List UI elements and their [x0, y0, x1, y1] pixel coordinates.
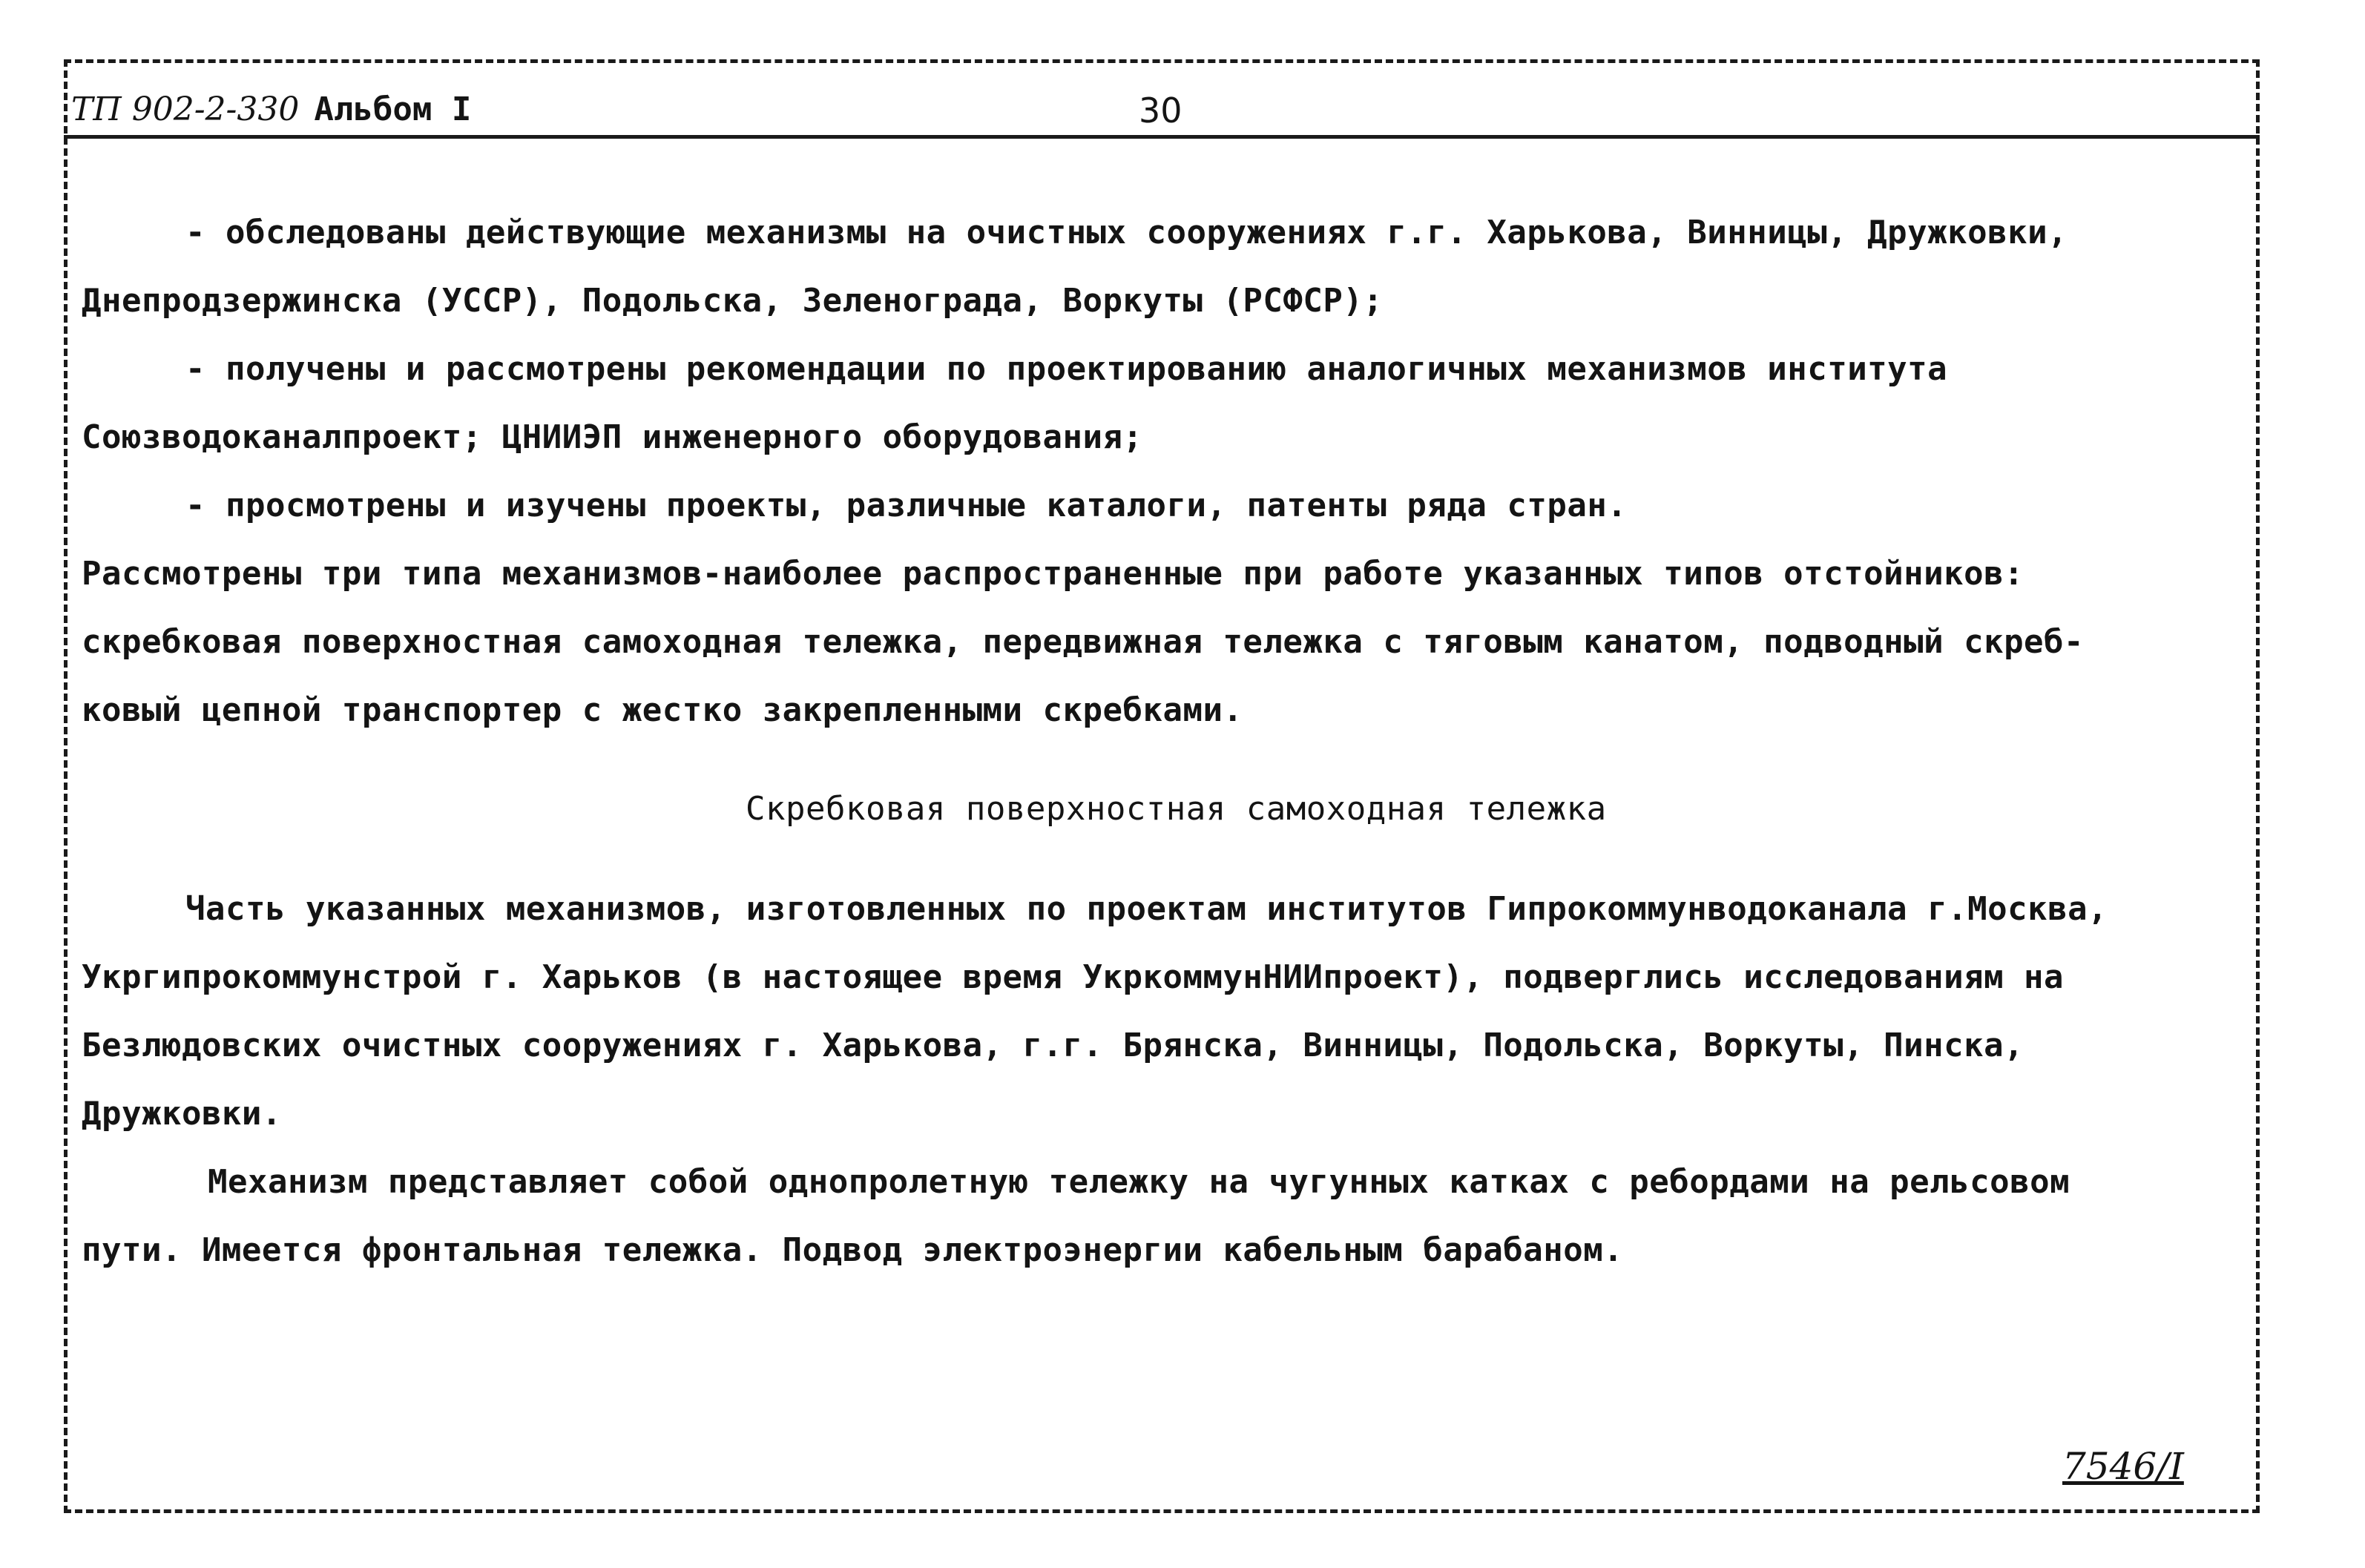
section-line: Безлюдовских очистных сооружениях г. Харькова, г.г. Брянска, Винницы, Подольска, Воркуты, Пинска, [82, 1027, 2024, 1064]
body-line: Днепродзержинска (УССР), Подольска, Зеленограда, Воркуты (РСФСР); [82, 282, 1384, 320]
page-number: 30 [1139, 90, 1182, 131]
section-line: Механизм представляет собой однопролетную тележку на чугунных катках с ребордами на рельсовом [208, 1163, 2070, 1201]
section-line: Часть указанных механизмов, изготовленных по проектам институтов Гипрокоммунводоканала г.Москва, [185, 890, 2108, 928]
header-divider [64, 135, 2260, 139]
section-line: пути. Имеется фронтальная тележка. Подвод электроэнергии кабельным барабаном. [82, 1231, 1624, 1269]
section-heading: Скребковая поверхностная самоходная тележка [746, 790, 1607, 828]
document-code: 7546/I [2062, 1445, 2184, 1488]
doc-ref: ТП 902-2-330 [71, 90, 300, 128]
page-frame [64, 59, 2260, 1513]
album-label: Альбом I [314, 90, 472, 128]
section-line: Укргипрокоммунстрой г. Харьков (в настоящее время УкркоммунНИИпроект), подверглись исследованиям на [82, 958, 2065, 996]
body-line: - обследованы действующие механизмы на очистных сооружениях г.г. Харькова, Винницы, Дружковки, [185, 214, 2068, 251]
body-line: Союзводоканалпроект; ЦНИИЭП инженерного оборудования; [82, 418, 1143, 456]
body-line: скребковая поверхностная самоходная тележка, передвижная тележка с тяговым канатом, подводный скреб- [82, 623, 2085, 661]
body-line: ковый цепной транспортер с жестко закрепленными скребками. [82, 691, 1243, 729]
document-reference [71, 90, 471, 128]
body-line: - получены и рассмотрены рекомендации по проектированию аналогичных механизмов института [185, 350, 1948, 388]
body-line: - просмотрены и изучены проекты, различные каталоги, патенты ряда стран. [185, 487, 1628, 524]
section-line: Дружковки. [82, 1095, 282, 1133]
body-line: Рассмотрены три типа механизмов-наиболее распространенные при работе указанных типов отстойников: [82, 555, 2024, 593]
